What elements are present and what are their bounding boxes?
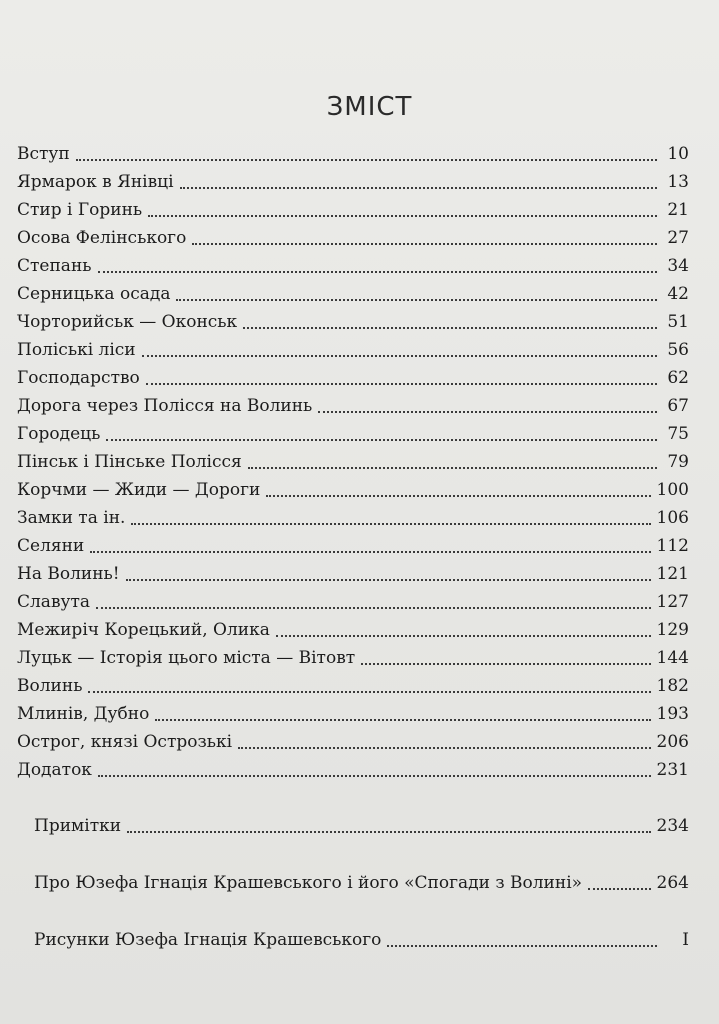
page-title: ЗМІСТ (326, 92, 413, 122)
leader-dots (248, 466, 657, 469)
leader-dots (176, 298, 657, 301)
toc-entry (17, 394, 689, 418)
leader-dots (96, 606, 650, 609)
toc-entry-page: 127 (656, 592, 689, 612)
toc-entry-label: Вступ (17, 144, 70, 164)
toc-entry-page: 34 (667, 256, 689, 276)
toc-entry-label: Селяни (17, 536, 85, 556)
leader-dots (192, 242, 657, 245)
toc-entry-page: 129 (656, 620, 689, 640)
toc-entry (17, 702, 689, 726)
toc-entry (17, 366, 689, 390)
toc-entry-page: 56 (667, 340, 689, 360)
toc-entry-page: 75 (667, 424, 689, 444)
toc-entry-page: 62 (667, 368, 689, 388)
toc-entry-label: Чорторийськ — Оконськ (17, 312, 238, 332)
leader-dots (266, 494, 650, 497)
leader-dots (588, 887, 650, 890)
toc-entry-page: 264 (656, 873, 689, 893)
leader-dots (106, 438, 657, 441)
toc-entry (17, 282, 689, 306)
toc-entry-label: Додаток (17, 760, 92, 780)
leader-dots (142, 354, 657, 357)
leader-dots (148, 214, 657, 217)
toc-entry-label: Серницька осада (17, 284, 171, 304)
leader-dots (131, 522, 650, 525)
toc-entry-label: Волинь (17, 676, 83, 696)
toc-entry-label: Стир і Горинь (17, 200, 143, 220)
toc-entry-label: Межиріч Корецький, Олика (17, 620, 270, 640)
leader-dots (243, 326, 657, 329)
toc-entry-label: Острог, князі Острозькі (17, 732, 233, 752)
toc-entry-label: Корчми — Жиди — Дороги (17, 480, 261, 500)
toc-entry-label: Ярмарок в Янівці (17, 172, 174, 192)
toc-entry (17, 254, 689, 278)
toc-entry (17, 674, 689, 698)
toc-entry-page: 193 (656, 704, 689, 724)
leader-dots (98, 270, 657, 273)
toc-entry-page: 42 (667, 284, 689, 304)
toc-entry (17, 562, 689, 586)
toc-entry-page: 121 (656, 564, 689, 584)
toc-entry (17, 590, 689, 614)
toc-entry-label: Млинів, Дубно (17, 704, 150, 724)
toc-entry-label: Про Юзефа Ігнація Крашевського і його «Спогади з Волині» (34, 873, 583, 893)
toc-entry (17, 338, 689, 362)
toc-entry-label: На Волинь! (17, 564, 120, 584)
toc-entry (17, 198, 689, 222)
toc-entry-page: 67 (667, 396, 689, 416)
toc-entry-page: 206 (656, 732, 689, 752)
toc-entry-label: Городець (17, 424, 101, 444)
toc-entry (17, 646, 689, 670)
toc-entry-page: 106 (656, 508, 689, 528)
toc-entry-label: Примітки (34, 816, 122, 836)
leader-dots (90, 550, 650, 553)
toc-entry (17, 730, 689, 754)
toc-entry (17, 534, 689, 558)
toc-appendix-entry (17, 814, 689, 838)
toc-entry-page: 27 (667, 228, 689, 248)
toc-entry-label: Замки та ін. (17, 508, 126, 528)
leader-dots (180, 186, 657, 189)
leader-dots (318, 410, 657, 413)
leader-dots (276, 634, 651, 637)
leader-dots (238, 746, 650, 749)
leader-dots (146, 382, 657, 385)
toc-entry (17, 506, 689, 530)
toc-entry-page: I (682, 930, 689, 950)
toc-entry-label: Господарство (17, 368, 140, 388)
leader-dots (98, 774, 651, 777)
toc-entry-page: 79 (667, 452, 689, 472)
toc-entry-label: Рисунки Юзефа Ігнація Крашевського (34, 930, 382, 950)
toc-appendix-entry (17, 871, 689, 895)
leader-dots (155, 718, 650, 721)
toc-entry-page: 182 (656, 676, 689, 696)
toc-entry-label: Степань (17, 256, 92, 276)
toc-entry (17, 450, 689, 474)
toc-entry-page: 231 (656, 760, 689, 780)
toc-entry-label: Дорога через Полісся на Волинь (17, 396, 313, 416)
toc-entry-page: 234 (656, 816, 689, 836)
toc-entry-label: Луцьк — Історія цього міста — Вітовт (17, 648, 356, 668)
toc-entry-label: Поліські ліси (17, 340, 136, 360)
toc-entry (17, 478, 689, 502)
toc-entry-label: Славута (17, 592, 91, 612)
toc-entry-page: 21 (667, 200, 689, 220)
leader-dots (127, 830, 650, 833)
toc-appendix-entry (17, 928, 689, 952)
toc-entry (17, 422, 689, 446)
leader-dots (361, 662, 650, 665)
leader-dots (387, 944, 657, 947)
leader-dots (76, 158, 657, 161)
toc-entry (17, 758, 689, 782)
toc-entry (17, 142, 689, 166)
toc-entry (17, 170, 689, 194)
toc-entry (17, 310, 689, 334)
toc-entry (17, 226, 689, 250)
toc-entry-page: 51 (667, 312, 689, 332)
toc-entry-page: 10 (667, 144, 689, 164)
toc-entry-page: 144 (656, 648, 689, 668)
toc-entry-page: 112 (656, 536, 689, 556)
leader-dots (126, 578, 651, 581)
leader-dots (88, 690, 650, 693)
toc-entry-label: Осова Фелінського (17, 228, 187, 248)
toc-entry-label: Пінськ і Пінське Полісся (17, 452, 242, 472)
toc-entry-page: 13 (667, 172, 689, 192)
toc-entry (17, 618, 689, 642)
toc-entry-page: 100 (656, 480, 689, 500)
